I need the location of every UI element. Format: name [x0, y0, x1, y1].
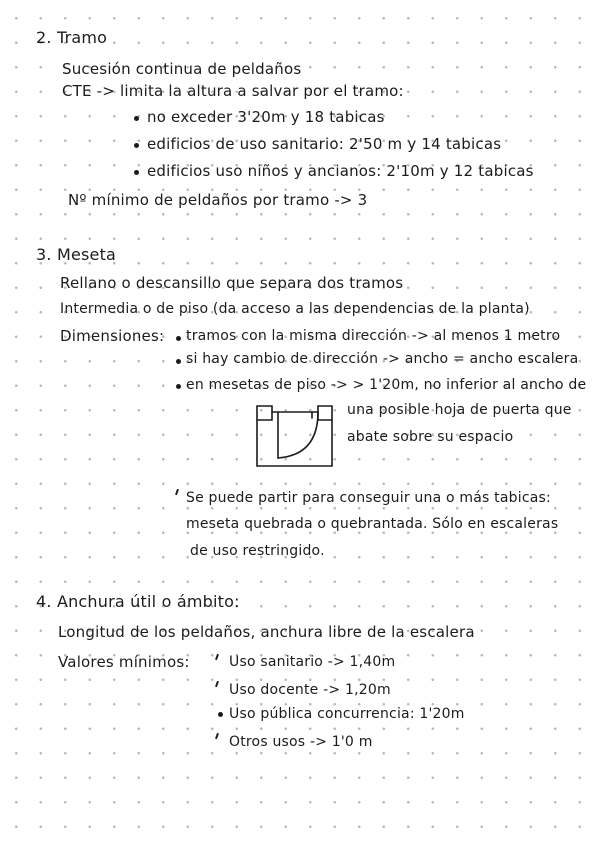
bullet-dot — [218, 712, 223, 717]
text-line: Longitud de los peldaños, anchura libre de la escalera — [58, 623, 475, 641]
dimensions-label: Dimensiones: — [60, 327, 165, 345]
bullet-mark — [175, 489, 179, 495]
bullet-item: edificios uso niños y ancianos: 2'10m y 12 tabicas — [147, 162, 534, 180]
section-heading-meseta: 3. Meseta — [36, 245, 117, 264]
text-line: Rellano o descansillo que separa dos tramos — [60, 274, 404, 292]
values-label: Valores mínimos: — [58, 653, 190, 671]
note-line: de uso restringido. — [190, 543, 325, 559]
bullet-item: si hay cambio de dirección -> ancho = ancho escalera — [186, 351, 579, 367]
bullet-dot — [176, 336, 181, 341]
bullet-item: en mesetas de piso -> > 1'20m, no inferior al ancho de — [186, 377, 587, 393]
bullet-item: Uso docente -> 1,20m — [229, 682, 391, 698]
bullet-mark — [215, 733, 219, 739]
text-line: Sucesión continua de peldaños — [62, 60, 302, 78]
bullet-dot — [176, 359, 181, 364]
bullet-dot — [134, 116, 139, 121]
section-heading-anchura: 4. Anchura útil o ámbito: — [36, 592, 240, 611]
text-line: CTE -> limita la altura a salvar por el tramo: — [62, 82, 404, 100]
text-line: Nº mínimo de peldaños por tramo -> 3 — [68, 191, 368, 209]
bullet-item: Uso pública concurrencia: 1'20m — [229, 706, 465, 722]
bullet-dot — [134, 143, 139, 148]
bullet-mark — [215, 681, 219, 687]
bullet-item: edificios de uso sanitario: 2'50 m y 14 tabicas — [147, 135, 502, 153]
section-heading-tramo: 2. Tramo — [36, 28, 108, 47]
bullet-item: tramos con la misma dirección -> al menos 1 metro — [186, 328, 561, 344]
landing-door-sketch-icon — [252, 400, 336, 470]
bullet-mark — [215, 654, 219, 660]
text-line: Intermedia o de piso (da acceso a las dependencias de la planta) — [60, 301, 530, 317]
door-note-line: abate sobre su espacio — [347, 429, 514, 445]
bullet-item: Otros usos -> 1'0 m — [229, 734, 373, 750]
bullet-item: no exceder 3'20m y 18 tabicas — [147, 108, 385, 126]
note-line: Se puede partir para conseguir una o más tabicas: — [186, 490, 551, 506]
bullet-item: Uso sanitario -> 1,40m — [229, 654, 396, 670]
note-line: meseta quebrada o quebrantada. Sólo en escaleras — [186, 516, 559, 532]
door-note-line: una posible hoja de puerta que — [347, 402, 572, 418]
bullet-dot — [134, 170, 139, 175]
bullet-dot — [176, 384, 181, 389]
